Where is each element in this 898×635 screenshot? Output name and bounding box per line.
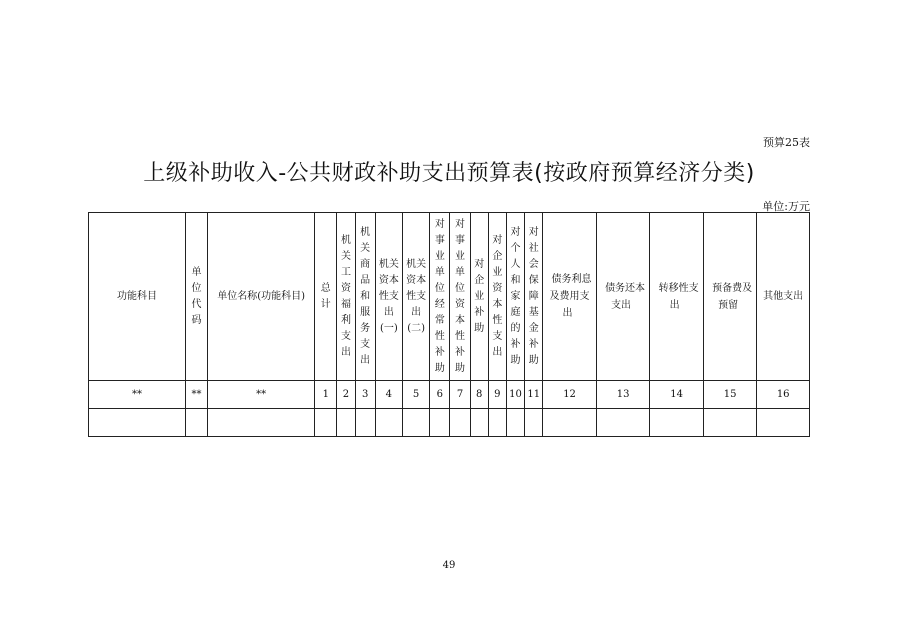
empty-cell — [355, 409, 375, 437]
page-title: 上级补助收入-公共财政补助支出预算表(按政府预算经济分类) — [143, 161, 755, 186]
index-cell: 8 — [470, 381, 488, 409]
index-cell: 12 — [543, 381, 597, 409]
empty-cell — [703, 409, 757, 437]
index-cell: ** — [185, 381, 207, 409]
empty-cell — [650, 409, 704, 437]
empty-cell — [315, 409, 337, 437]
page-number: 49 — [442, 560, 456, 571]
empty-cell — [430, 409, 450, 437]
empty-cell — [757, 409, 810, 437]
empty-cell — [89, 409, 186, 437]
index-cell: ** — [89, 381, 186, 409]
index-cell: 7 — [450, 381, 470, 409]
empty-cell — [208, 409, 315, 437]
header-cell: 对事业单位资本性补助 — [450, 213, 470, 381]
header-cell: 机关资本性支出(二) — [402, 213, 429, 381]
header-cell: 总计 — [315, 213, 337, 381]
index-cell: 3 — [355, 381, 375, 409]
index-cell: 16 — [757, 381, 810, 409]
empty-cell — [402, 409, 429, 437]
header-cell: 对个人和家庭的补助 — [506, 213, 524, 381]
empty-cell — [543, 409, 597, 437]
header-cell: 对企业资本性支出 — [488, 213, 506, 381]
empty-cell — [450, 409, 470, 437]
index-cell: 11 — [525, 381, 543, 409]
budget-table — [88, 212, 810, 437]
index-cell: 15 — [703, 381, 757, 409]
header-cell: 机关资本性支出(一) — [375, 213, 402, 381]
header-cell: 单位名称(功能科目) — [208, 213, 315, 381]
index-cell: 9 — [488, 381, 506, 409]
header-cell: 功能科目 — [89, 213, 186, 381]
header-cell: 对事业单位经常性补助 — [430, 213, 450, 381]
empty-cell — [470, 409, 488, 437]
empty-cell — [525, 409, 543, 437]
header-cell: 债务还本支出 — [596, 213, 650, 381]
index-cell: ** — [208, 381, 315, 409]
index-cell: 6 — [430, 381, 450, 409]
index-cell: 4 — [375, 381, 402, 409]
index-cell: 2 — [337, 381, 355, 409]
empty-cell — [337, 409, 355, 437]
unit-label: 单位:万元 — [762, 200, 810, 213]
header-cell: 对企业补助 — [470, 213, 488, 381]
table-number: 预算25表 — [763, 136, 810, 149]
empty-cell — [596, 409, 650, 437]
index-cell: 5 — [402, 381, 429, 409]
header-cell: 机关工资福利支出 — [337, 213, 355, 381]
empty-cell — [185, 409, 207, 437]
empty-data-row — [89, 409, 810, 437]
header-cell: 债务利息及费用支出 — [543, 213, 597, 381]
empty-cell — [375, 409, 402, 437]
index-row — [89, 381, 810, 409]
index-cell: 10 — [506, 381, 524, 409]
header-cell: 预备费及预留 — [703, 213, 757, 381]
index-cell: 1 — [315, 381, 337, 409]
empty-cell — [506, 409, 524, 437]
empty-cell — [488, 409, 506, 437]
header-cell: 转移性支出 — [650, 213, 704, 381]
header-cell: 对社会保障基金补助 — [525, 213, 543, 381]
index-cell: 14 — [650, 381, 704, 409]
header-cell: 其他支出 — [757, 213, 810, 381]
header-row — [89, 213, 810, 381]
header-cell: 机关商品和服务支出 — [355, 213, 375, 381]
header-cell: 单位代码 — [185, 213, 207, 381]
index-cell: 13 — [596, 381, 650, 409]
